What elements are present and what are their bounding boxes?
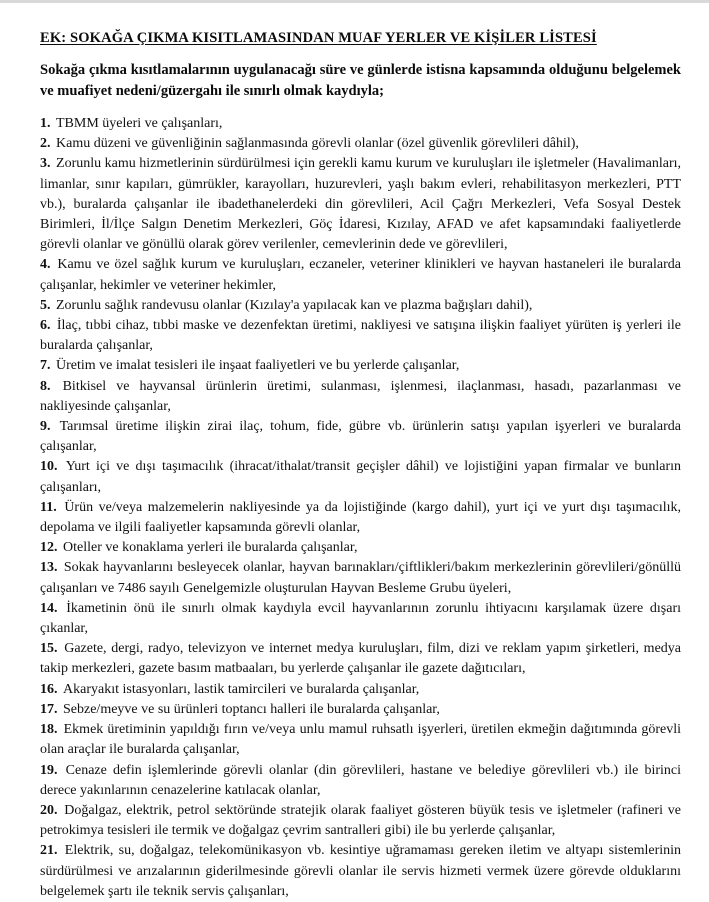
item-number: 14. — [40, 600, 65, 616]
item-number: 1. — [40, 116, 54, 131]
list-item — [40, 316, 681, 356]
item-number: 15. — [40, 641, 63, 657]
list-item — [40, 296, 681, 316]
list-item — [40, 255, 681, 295]
item-text: İkametinin önü ile sınırlı olmak kaydıyla evcil hayvanlarının zorunlu ihtiyacını karşılamak üzere dışarı çıkanlar, — [40, 600, 681, 637]
item-number: 9. — [40, 419, 58, 435]
item-text: Gazete, dergi, radyo, televizyon ve internet medya kuruluşları, film, dizi ve reklam yapım şirketleri, medya takip merkezleri, gazete basım matbaaları, bu yerlerde çalışanlar ile gazete dağıtıcıları, — [40, 641, 681, 677]
item-number: 16. — [40, 681, 61, 697]
item-number: 18. — [40, 722, 62, 738]
item-number: 17. — [40, 701, 61, 717]
item-text: Ekmek üretiminin yapıldığı fırın ve/veya unlu mamul ruhsatlı işyerleri, üretilen ekmeğin dağıtımında görevli olan araçlar ile buralarda çalışanlar, — [40, 722, 681, 758]
item-number: 4. — [40, 257, 56, 273]
item-number: 21. — [40, 843, 63, 859]
list-item — [40, 639, 681, 679]
item-text: Üretim ve imalat tesisleri ile inşaat faaliyetleri ve bu yerlerde çalışanlar, — [56, 358, 460, 374]
item-number: 5. — [40, 297, 54, 313]
list-item — [40, 417, 681, 457]
item-text: TBMM üyeleri ve çalışanları, — [56, 116, 223, 131]
item-text: Cenaze defin işlemlerinde görevli olanlar (din görevlileri, hastane ve belediye görevlileri vb.) ile birinci derece yakınlarının cenazelerine katılacak olanlar, — [40, 762, 682, 798]
item-text: Zorunlu kamu hizmetlerinin sürdürülmesi için gerekli kamu kurum ve kuruluşları ile işletmeler (Havalimanları, limanlar, sınır kapıları, gümrükler, karayolları, huzurevleri, yaşlı bakım evleri, rehabilitasyon merkezleri, PTT vb.), buralarda çalışanlar ile ibadethanelerdeki din görevlileri, Acil Çağrı Merkezleri, Vefa Sosyal Destek Birimleri, İl/İlçe Salgın Denetim Merkezleri, Göç İdaresi, Kızılay, AFAD ve afet kapsamındaki faaliyetlerde görevli olanlar ve gönüllü olarak görev verilenler, cemevlerinin dede ve görevlileri, — [40, 156, 682, 253]
item-text: Doğalgaz, elektrik, petrol sektöründe stratejik olarak faaliyet gösteren büyük tesis ve işletmeler (rafineri ve petrokimya tesisleri ile termik ve doğalgaz çevrim santralleri gibi) ile bu yerlerde çalışanlar, — [40, 802, 681, 839]
list-item — [40, 457, 681, 497]
item-text: Bitkisel ve hayvansal ürünlerin üretimi, sulanması, işlenmesi, ilaçlanması, hasadı, pazarlanması ve nakliyesinde çalışanlar, — [40, 378, 681, 414]
item-number: 13. — [40, 560, 62, 576]
list-item — [40, 761, 681, 801]
item-number: 11. — [40, 499, 63, 515]
list-item — [40, 558, 681, 598]
item-text: İlaç, tıbbi cihaz, tıbbi maske ve dezenfektan üretimi, nakliyesi ve satışına ilişkin faaliyet yürüten iş yerleri ile buralarda çalışanlar, — [40, 318, 681, 354]
list-item — [40, 498, 681, 538]
item-text: Tarımsal üretime ilişkin zirai ilaç, tohum, fide, gübre vb. ürünlerin satışı yapılan işyerleri ve buralarda çalışanlar, — [40, 419, 682, 455]
list-item — [40, 700, 681, 720]
item-text: Kamu ve özel sağlık kurum ve kuruluşları, eczaneler, veteriner klinikleri ve hayvan hastaneleri ile buralarda çalışanlar, hekimler ve veteriner hekimler, — [40, 257, 681, 293]
list-item — [40, 114, 681, 134]
item-text: Sebze/meyve ve su ürünleri toptancı halleri ile buralarda çalışanlar, — [63, 701, 440, 717]
item-number: 8. — [40, 378, 61, 394]
item-number: 7. — [40, 358, 54, 374]
list-item — [40, 538, 681, 558]
list-item — [40, 154, 681, 255]
list-item — [40, 356, 681, 376]
list-item — [40, 801, 681, 841]
document-title: EK: SOKAĞA ÇIKMA KISITLAMASINDAN MUAF YERLER VE KİŞİLER LİSTESİ — [40, 30, 597, 46]
list-item — [40, 841, 681, 902]
item-number: 10. — [40, 459, 64, 475]
item-number: 19. — [40, 762, 64, 778]
item-text: Elektrik, su, doğalgaz, telekomünikasyon vb. kesintiye uğramaması gereken iletim ve altyapı sistemlerinin sürdürülmesi ve arızalarının giderilmesinde görevli olanlar ile servis hizmeti vermek üzere görevde olduklarını belgelemek şartı ile teknik servis çalışanları, — [40, 843, 682, 899]
item-text: Kamu düzeni ve güvenliğinin sağlanmasında görevli olanlar (özel güvenlik görevlileri dâhil), — [56, 136, 579, 152]
item-number: 12. — [40, 540, 61, 556]
item-text: Ürün ve/veya malzemelerin nakliyesinde ya da lojistiğinde (kargo dahil), yurt içi ve yurt dışı taşımacılık, depolama ve ilgili faaliyetler kapsamında görevli olanlar, — [40, 499, 681, 536]
list-item — [40, 680, 681, 700]
list-item — [40, 377, 681, 417]
list-item — [40, 720, 681, 760]
exemption-list — [40, 114, 681, 902]
item-number: 20. — [40, 802, 63, 818]
item-text: Oteller ve konaklama yerleri ile buralarda çalışanlar, — [63, 540, 358, 556]
item-text: Sokak hayvanlarını besleyecek olanlar, hayvan barınakları/çiftlikleri/bakım merkezlerinin görevlileri/gönüllü çalışanları ve 7486 sayılı Genelgemizle oluşturulan Hayvan Besleme Grubu üyeleri, — [40, 560, 681, 596]
document-content — [0, 3, 709, 902]
item-text: Yurt içi ve dışı taşımacılık (ihracat/ithalat/transit geçişler dâhil) ve lojistiğini yapan firmalar ve bunların çalışanları, — [40, 459, 681, 495]
list-item — [40, 134, 681, 154]
item-number: 6. — [40, 318, 55, 334]
item-text: Akaryakıt istasyonları, lastik tamircileri ve buralarda çalışanlar, — [63, 681, 420, 697]
item-number: 2. — [40, 136, 54, 152]
intro-paragraph: Sokağa çıkma kısıtlamalarının uygulanacağı süre ve günlerde istisna kapsamında olduğunu belgelemek ve muafiyet nedeni/güzergahı ile sınırlı olmak kaydıyla; — [40, 62, 681, 99]
item-text: Zorunlu sağlık randevusu olanlar (Kızılay'a yapılacak kan ve plazma bağışları dahil), — [56, 297, 533, 313]
item-number: 3. — [40, 156, 55, 172]
list-item — [40, 599, 681, 639]
